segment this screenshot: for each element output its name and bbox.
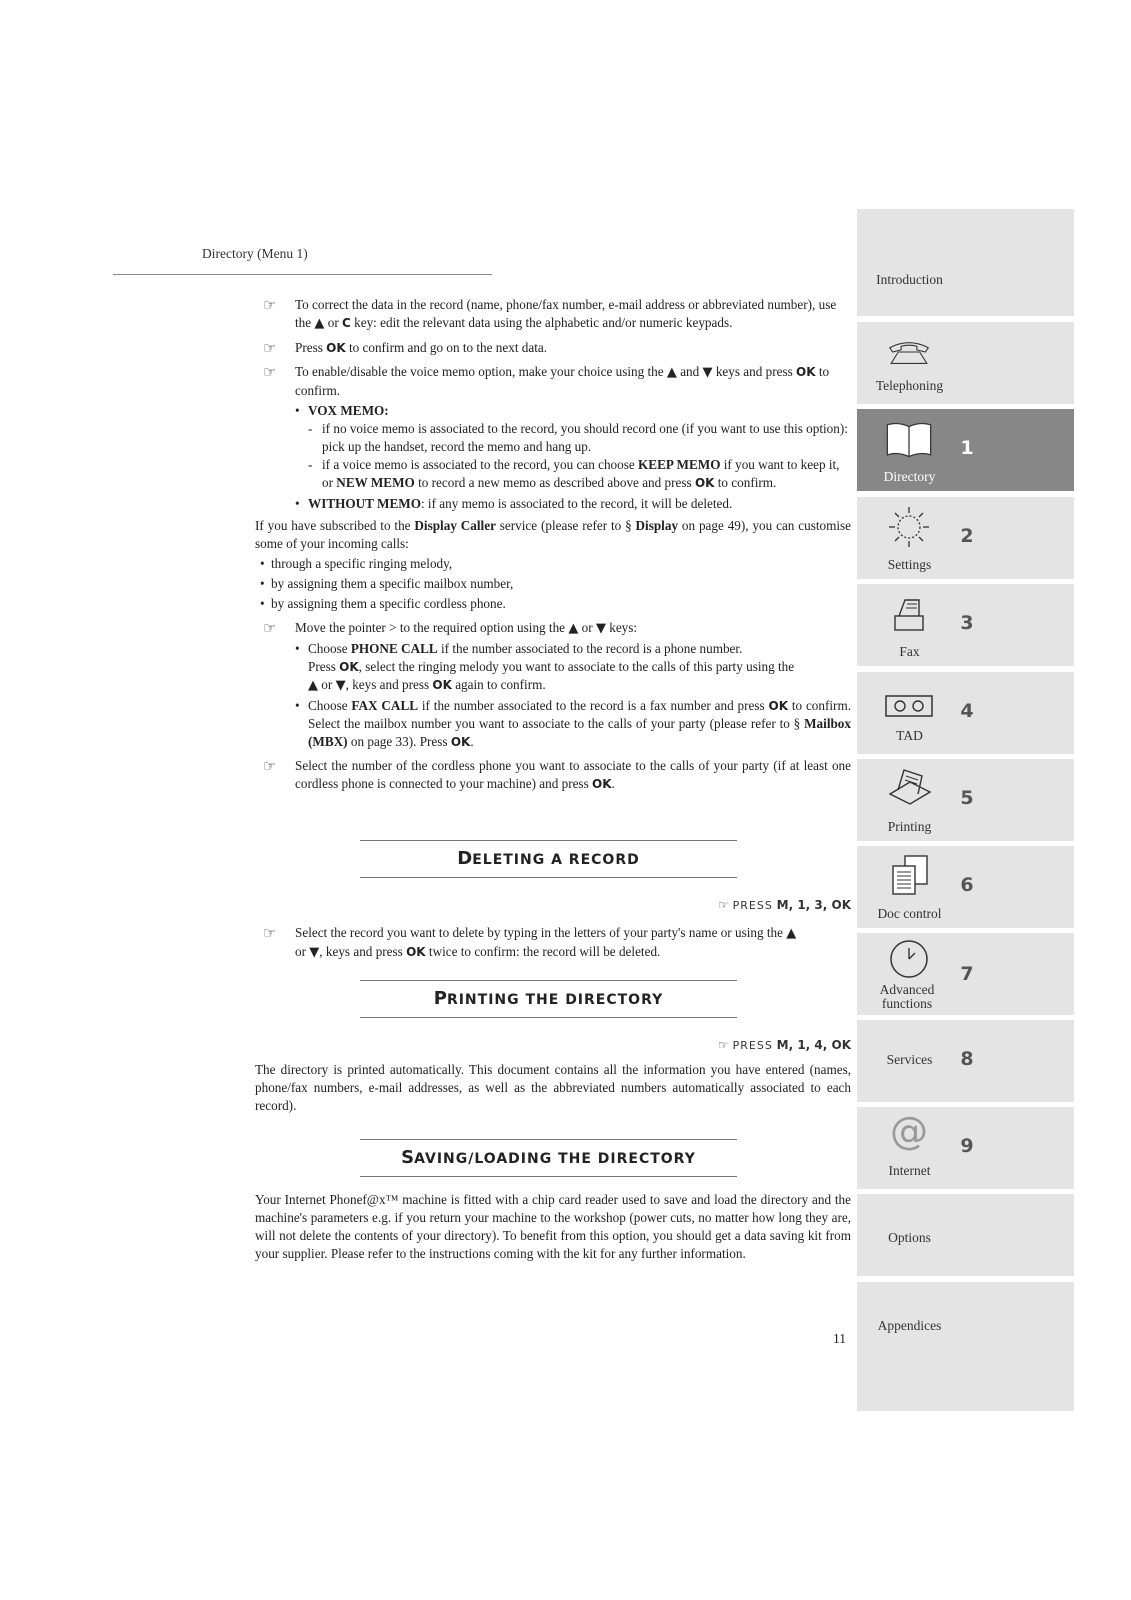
saving-paragraph: Your Internet Phonef@x™ machine is fitted with a chip card reader used to save and load the directory and the machine's parameters e.g. if you return your machine to the workshop (power cuts, no matter how long they are, will not delete the contents of your directory). To benefit from this option, you should get a data saving kit from your supplier. Please refer to the instructions coming with the kit for any further information. bbox=[255, 1192, 851, 1261]
tab-fax[interactable]: 3 Fax bbox=[857, 584, 1074, 666]
bullet-move-pointer: ☞ Move the pointer > to the required option using the ▲ or ▼ keys: • Choose PHONE CALL if the number associated to the record is a phone number. Press OK, select the ringing melody you want to associate to the calls of this party using the ▲ or ▼, keys and press OK again to confirm. • Choose FAX CALL if the number associated to the record is a fax number and press OK to confirm. Select the mailbox number you want to associate to the calls of your party (please refer to § Mailbox (MBX) on page 33). Press OK. bbox=[263, 619, 851, 749]
tab-options[interactable]: Options bbox=[857, 1194, 1074, 1276]
tab-advanced-functions[interactable]: 7 Advanced functions bbox=[857, 933, 1074, 1015]
up-arrow-icon: ▲ bbox=[308, 678, 318, 693]
bullet-cordless: ☞ Select the number of the cordless phone you want to associate to the calls of your party (if at least one cordless phone is connected to your machine) and press OK. bbox=[263, 757, 851, 791]
tab-doc-control[interactable]: 6 Doc control bbox=[857, 846, 1074, 928]
printer-icon bbox=[884, 767, 934, 807]
cassette-icon bbox=[884, 686, 934, 726]
printing-paragraph: The directory is printed automatically. This document contains all the information you have entered (names, phone/fax numbers, e-mail addresses, as well as the abbreviated numbers automatically associated to each record). bbox=[255, 1062, 851, 1113]
list-item: • by assigning them a specific cordless phone. bbox=[260, 596, 506, 611]
pointing-hand-icon: ☞ bbox=[263, 363, 277, 381]
deleting-content bbox=[255, 924, 851, 968]
tab-internet[interactable]: @ 9 Internet bbox=[857, 1107, 1074, 1189]
pointing-hand-icon: ☞ bbox=[263, 924, 277, 942]
pointing-hand-icon: ☞ bbox=[263, 757, 277, 775]
bullet-voice-memo: ☞ To enable/disable the voice memo option, make your choice using the ▲ and ▼ keys and press OK to confirm. • VOX MEMO: - if no voice memo is associated to the record, you should record one (if you want to use this option): pick up the handset, record the memo and hang up. - if a voice memo is associated to the record, you can choose KEEP MEMO if you want to keep it, or NEW MEMO to record a new memo as described above and press OK to confirm. • WITHOUT MEMO: if any memo is associated to the record, it will be deleted. bbox=[255, 363, 851, 513]
book-icon bbox=[884, 419, 934, 459]
press-keys-printing: ☞ PRESS M, 1, 4, OK bbox=[718, 1038, 851, 1052]
fax-icon bbox=[884, 594, 934, 634]
running-header: Directory (Menu 1) bbox=[202, 246, 308, 261]
clock-icon bbox=[884, 939, 934, 979]
section-heading-deleting: DELETING A RECORD bbox=[360, 840, 737, 878]
pointing-hand-icon: ☞ bbox=[263, 339, 277, 357]
list-item: • through a specific ringing melody, bbox=[260, 556, 453, 571]
display-caller-paragraph: If you have subscribed to the Display Caller service (please refer to § Display on page 49), you can customise some of your incoming calls: bbox=[255, 518, 851, 551]
tab-appendices[interactable]: Appendices bbox=[857, 1282, 1074, 1411]
header-rule bbox=[113, 274, 492, 275]
display-caller-list bbox=[255, 555, 851, 615]
section-heading-printing: PRINTING THE DIRECTORY bbox=[360, 980, 737, 1018]
pointing-hand-icon: ☞ bbox=[718, 1038, 733, 1052]
documents-icon bbox=[884, 856, 934, 896]
pointing-hand-icon: ☞ bbox=[718, 898, 733, 912]
main-content bbox=[255, 296, 851, 799]
list-item: • by assigning them a specific mailbox number, bbox=[260, 576, 514, 591]
vox-memo-item: • VOX MEMO: bbox=[295, 403, 389, 418]
press-keys-deleting: ☞ PRESS M, 1, 3, OK bbox=[718, 898, 851, 912]
chapter-sidebar bbox=[857, 209, 1074, 1411]
up-arrow-icon: ▲ bbox=[786, 926, 797, 941]
tab-tad[interactable]: 4 TAD bbox=[857, 672, 1074, 754]
tab-printing[interactable]: 5 Printing bbox=[857, 759, 1074, 841]
down-arrow-icon: ▼ bbox=[335, 678, 346, 693]
pointing-hand-icon: ☞ bbox=[263, 619, 277, 637]
vox-memo-has-memo: - if a voice memo is associated to the record, you can choose KEEP MEMO if you want to keep it, or NEW MEMO to record a new memo as described above and press OK to confirm. bbox=[308, 457, 840, 490]
vox-memo-no-memo: - if no voice memo is associated to the record, you should record one (if you want to use this option): pick up the handset, record the memo and hang up. bbox=[308, 421, 848, 454]
pointing-hand-icon: ☞ bbox=[263, 296, 277, 314]
sun-gear-icon bbox=[884, 507, 934, 547]
down-arrow-icon: ▼ bbox=[702, 365, 713, 380]
page-number: 11 bbox=[833, 1331, 846, 1346]
bullet-correct-data: ☞ To correct the data in the record (name, phone/fax number, e-mail address or abbreviated number), use the ▲ or C key: edit the relevant data using the alphabetic and/or numeric keypads. bbox=[263, 296, 837, 331]
without-memo-item: • WITHOUT MEMO: if any memo is associated to the record, it will be deleted. bbox=[295, 496, 733, 511]
up-arrow-icon: ▲ bbox=[314, 316, 325, 331]
fax-call-item: • Choose FAX CALL if the number associated to the record is a fax number and press OK to confirm. Select the mailbox number you want to associate to the calls of your party (please refer to § Mailbox (MBX) on page 33). Press OK. bbox=[295, 698, 851, 749]
tab-telephoning[interactable]: Telephoning bbox=[857, 322, 1074, 404]
down-arrow-icon: ▼ bbox=[595, 621, 606, 636]
at-icon: @ bbox=[890, 1109, 928, 1153]
down-arrow-icon: ▼ bbox=[309, 945, 320, 960]
up-arrow-icon: ▲ bbox=[568, 621, 579, 636]
tab-directory[interactable]: 1 Directory bbox=[857, 409, 1074, 491]
tab-settings[interactable]: 2 Settings bbox=[857, 497, 1074, 579]
tab-introduction[interactable]: Introduction bbox=[857, 209, 1074, 316]
up-arrow-icon: ▲ bbox=[666, 365, 677, 380]
phone-call-item: • Choose PHONE CALL if the number associated to the record is a phone number. Press OK, select the ringing melody you want to associate to the calls of this party using the ▲ or ▼, keys and press OK again to confirm. bbox=[295, 641, 795, 693]
telephone-icon bbox=[884, 332, 934, 372]
bullet-delete-record: ☞ Select the record you want to delete by typing in the letters of your party's name or using the ▲ or ▼, keys and press OK twice to confirm: the record will be deleted. bbox=[263, 924, 797, 960]
bullet-press-ok: ☞ Press OK to confirm and go on to the next data. bbox=[263, 339, 548, 357]
section-heading-saving: SAVING/LOADING THE DIRECTORY bbox=[360, 1139, 737, 1177]
tab-services[interactable]: 8 Services bbox=[857, 1020, 1074, 1102]
